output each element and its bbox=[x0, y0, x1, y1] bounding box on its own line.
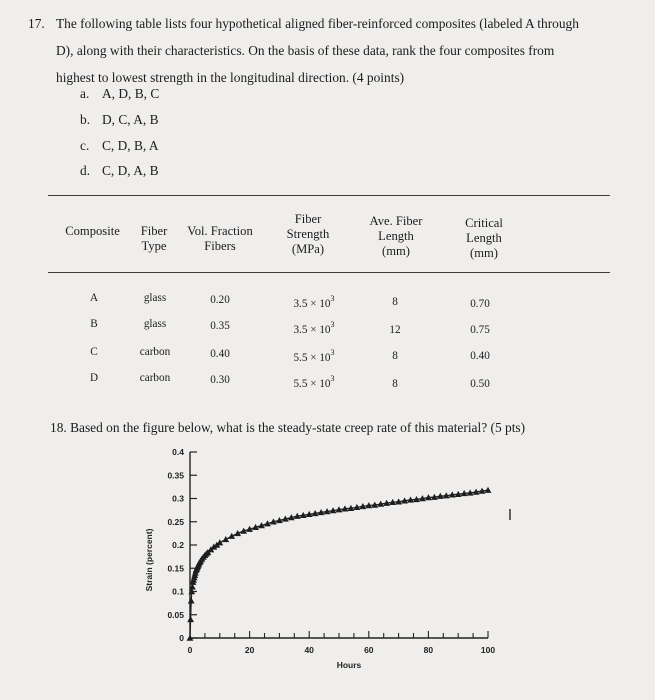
question-text-line: highest to lowest strength in the longitudinal direction. (4 points) bbox=[56, 70, 405, 85]
x-tick-label: 60 bbox=[364, 645, 374, 655]
header-fiber-type: Fiber Type bbox=[140, 224, 168, 253]
y-axis-label: Strain (percent) bbox=[144, 528, 154, 592]
cell-fiber-strength: $3.5 \times 10^3$ bbox=[293, 320, 335, 336]
answer-option-a: a. A, D, B, C bbox=[80, 86, 160, 101]
header-critical-length: Critical Length (mm) bbox=[465, 216, 503, 260]
data-point bbox=[222, 536, 229, 542]
cell-ave-length: 8 bbox=[392, 350, 398, 362]
x-tick-label: 20 bbox=[244, 645, 255, 655]
data-point bbox=[228, 533, 235, 539]
cell-vol-fraction: 0.40 bbox=[210, 348, 230, 360]
cell-composite: B bbox=[90, 318, 98, 330]
header-ave-fiber-length: Ave. Fiber Length (mm) bbox=[369, 214, 423, 258]
cell-fiber-strength: $5.5 \times 10^3$ bbox=[293, 374, 335, 390]
cell-ave-length: 12 bbox=[389, 324, 401, 336]
x-tick-label: 40 bbox=[304, 645, 314, 655]
cell-fiber-strength: $3.5 \times 10^3$ bbox=[293, 294, 335, 310]
cell-critical-length: 0.40 bbox=[470, 350, 490, 362]
cell-fiber-type: carbon bbox=[139, 372, 171, 384]
chart-annotation: I bbox=[507, 507, 513, 524]
header-fiber-strength: Fiber Strength (MPa) bbox=[286, 212, 330, 256]
cell-critical-length: 0.75 bbox=[470, 324, 490, 336]
cell-vol-fraction: 0.35 bbox=[210, 320, 230, 332]
x-tick-label: 80 bbox=[423, 645, 434, 655]
answer-option-b: b. D, C, A, B bbox=[80, 112, 159, 127]
x-axis-label: Hours bbox=[336, 660, 362, 670]
answer-option-c: c. C, D, B, A bbox=[80, 138, 159, 153]
y-tick-label: 0.35 bbox=[167, 470, 184, 481]
y-tick-label: 0.05 bbox=[167, 609, 184, 620]
header-composite: Composite bbox=[65, 224, 120, 238]
cell-fiber-type: glass bbox=[143, 318, 167, 330]
cell-critical-length: 0.50 bbox=[470, 378, 490, 390]
cell-vol-fraction: 0.20 bbox=[210, 294, 230, 306]
cell-fiber-strength: $5.5 \times 10^3$ bbox=[293, 348, 335, 364]
y-tick-label: 0.25 bbox=[167, 516, 184, 527]
y-tick-label: 0.2 bbox=[172, 540, 184, 550]
x-tick-label: 0 bbox=[187, 645, 193, 655]
y-tick-label: 0 bbox=[179, 633, 184, 643]
answer-option-d: d. C, D, A, B bbox=[80, 163, 159, 178]
y-tick-label: 0.3 bbox=[172, 493, 184, 504]
y-tick-label: 0.4 bbox=[172, 447, 184, 457]
cell-composite: D bbox=[89, 372, 99, 384]
cell-composite: A bbox=[89, 292, 99, 304]
data-point bbox=[216, 539, 223, 545]
cell-critical-length: 0.70 bbox=[470, 298, 490, 310]
cell-composite: C bbox=[90, 346, 98, 358]
question-text-line: D), along with their characteristics. On the basis of these data, rank the four composites from bbox=[56, 43, 555, 58]
header-vol-fraction: Vol. Fraction Fibers bbox=[187, 224, 253, 253]
cell-ave-length: 8 bbox=[392, 378, 398, 390]
data-point bbox=[187, 616, 194, 622]
cell-fiber-type: glass bbox=[143, 292, 167, 304]
cell-ave-length: 8 bbox=[392, 296, 398, 308]
data-point bbox=[188, 597, 195, 603]
y-tick-label: 0.1 bbox=[172, 586, 184, 597]
y-tick-label: 0.15 bbox=[167, 563, 184, 574]
x-tick-label: 100 bbox=[480, 645, 496, 655]
cell-vol-fraction: 0.30 bbox=[210, 374, 230, 386]
question-text-line: The following table lists four hypothetical aligned fiber-reinforced composites (labeled A through bbox=[56, 16, 579, 31]
data-point bbox=[485, 487, 492, 493]
question-18: 18. Based on the figure below, what is the steady-state creep rate of this material? (5 pts) bbox=[50, 420, 526, 435]
cell-fiber-type: carbon bbox=[139, 346, 171, 358]
question-number: 17. bbox=[28, 16, 45, 31]
